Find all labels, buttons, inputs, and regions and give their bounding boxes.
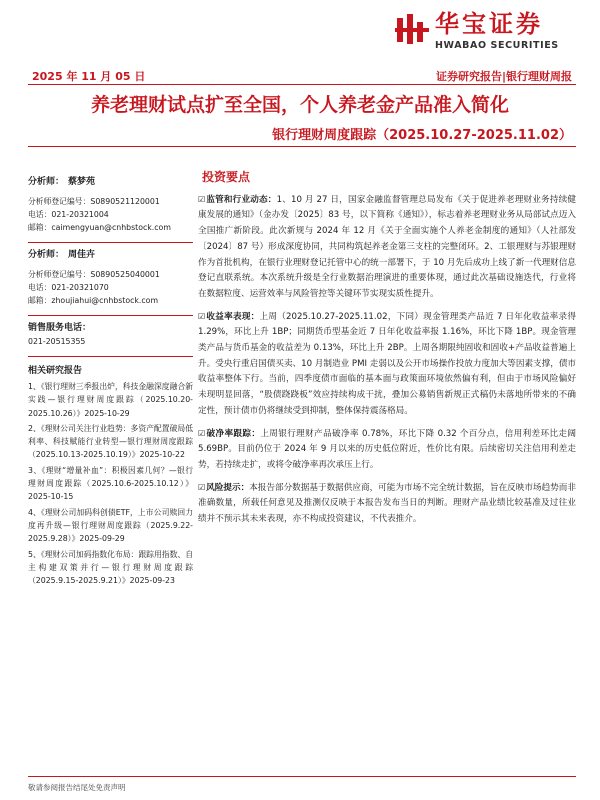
analyst-label: 分析师：	[28, 177, 65, 187]
key-points-section	[198, 170, 576, 528]
header-divider	[28, 84, 576, 85]
title-divider	[28, 146, 576, 147]
sales-phone: 021-20515355	[28, 337, 86, 346]
phone-number: 021-20321004	[51, 210, 109, 219]
checkbox-icon: ☑	[198, 428, 206, 438]
email-link[interactable]: caimengyuan@cnhbstock.com	[51, 223, 171, 232]
logo-text-en: HWABAO SECURITIES	[435, 40, 559, 51]
key-point-text: 上周银行理财产品破净率 0.78%，环比下降 0.32 个百分点，信用利差环比走阔 5.69BP。目前仍位于 2024 年 9 月以来的历史低位附近，性价比有限。后续密切关注信用利差走势，若持续走扩，或将令破净率再次承压上行。	[198, 428, 576, 470]
key-point-text: 1、10 月 27 日，国家金融监督管理总局发布《关于促进养老理财业务持续健康发展的通知》（金办发〔2025〕83 号，以下简称《通知》），标志着养老理财业务从局部试点迈入全国推广新阶段。此次新规与 2024 年 12 月《关于全面实施个人养老金制度的通知》（人社部发〔2024〕87 号）形成深度协同，共同构筑起养老金第三支柱的完整闭环。2、工银理财与苏银理财作为首批机构，在银行业理财登记托管中心的统一部署下，于 10 月先后成功上线了新一代理财信息登记直联系统。本次系统升级是全行业数据治理演进的重要体现，通过此次基础设施迭代，行业将在数据粒度、运营效率与风险管控等关键环节实现实质性提升。	[198, 194, 576, 299]
key-point-paragraph	[198, 480, 576, 528]
phone-label: 电话：	[28, 283, 52, 292]
cert-number: S0890521120001	[90, 197, 160, 206]
related-reports-heading: 相关研究报告	[28, 366, 83, 376]
footer-divider	[28, 776, 576, 777]
analyst-block	[28, 249, 193, 307]
analyst-divider	[28, 242, 193, 243]
key-point-paragraph	[198, 192, 576, 303]
email-label: 邮箱：	[28, 296, 52, 305]
related-report-item[interactable]: 1、《银行理财三季报出炉，科技金融深度融合新实践—银行理财周度跟踪（2025.10.20-2025.10.26）》2025-10-29	[28, 382, 193, 418]
logo-mark-icon	[395, 12, 429, 46]
key-points-heading: 投资要点	[202, 170, 251, 184]
key-point-lead: 破净率跟踪：	[206, 428, 261, 439]
report-date: 2025 年 11 月 05 日	[32, 70, 146, 83]
related-report-item[interactable]: 2、《理财公司关注行业趋势：多资产配置破局低利率、科技赋能行业转型—银行理财周度跟踪（2025.10.13-2025.10.19）》2025-10-22	[28, 423, 193, 460]
phone-number: 021-20321070	[51, 283, 109, 292]
footer-disclaimer: 敬请参阅报告结尾处免责声明	[28, 783, 126, 792]
key-point-paragraph	[198, 426, 576, 474]
key-point-paragraph	[198, 309, 576, 420]
related-report-item[interactable]: 4、《理财公司加码科创债ETF，上市公司赎回力度再升级—银行理财周度跟踪（2025.9.22-2025.9.28）》2025-09-29	[28, 507, 193, 544]
sales-label: 销售服务电话：	[28, 323, 92, 333]
report-title: 养老理财试点扩至全国，个人养老金产品准入简化	[90, 94, 509, 116]
checkbox-icon: ☑	[198, 311, 206, 321]
checkbox-icon: ☑	[198, 482, 206, 492]
analyst-divider	[28, 315, 193, 316]
key-point-text: 本报告部分数据基于数据供应商，可能为市场不完全统计数据，旨在反映市场趋势而非准确数量，所载任何意见及推测仅反映于本报告发布当日的判断。理财产品业绩比较基准及过往业绩并不预示其未来表现，亦不构成投资建议，不代表推介。	[198, 482, 576, 525]
analyst-name: 周佳卉	[68, 250, 96, 260]
left-sidebar	[28, 176, 193, 587]
email-link[interactable]: zhoujiahui@cnhbstock.com	[51, 296, 159, 305]
logo-text-cn: 华宝证券	[435, 10, 543, 38]
cert-label: 分析师登记编号：	[28, 270, 91, 279]
related-report-item[interactable]: 5、《理财公司加码指数化布局：跟踪用指数、自主构建双策并行—银行理财周度跟踪（2025.9.15-2025.9.21）》2025-09-23	[28, 549, 193, 586]
key-point-lead: 风险提示：	[206, 482, 250, 493]
report-type: 证券研究报告|银行理财周报	[435, 70, 572, 83]
cert-label: 分析师登记编号：	[28, 197, 91, 206]
key-point-lead: 监管和行业动态：	[206, 194, 277, 205]
related-report-item[interactable]: 3、《理财“增量补血”：积极因素几何？—银行理财周度跟踪（2025.10.6-2025.10.12）》2025-10-15	[28, 465, 193, 502]
key-point-text: 上周（2025.10.27-2025.11.02，下同）现金管理类产品近 7 日年化收益率录得 1.29%，环比上升 1BP；同期货币型基金近 7 日年化收益率报 1.16%，环比下降 1BP。现金管理类产品与货币基金的收益差为 0.13%，环比上升 2BP。上周各期限纯固收和固收+产品收益普遍上升。受央行重启国债买卖、10 月制造业 PMI 走弱以及公开市场操作投放力度加大等因素支撑，债市收益率整体下行。当前，四季度债市面临的基本面与政策面环境依然偏有利，但由于市场风险偏好未现明显回落，“股债跷跷板”效应持续构成干扰，叠加公募销售新规正式稿仍未落地所带来的不确定性，预计债市仍将继续受到抑制，整体保持震荡格局。	[198, 311, 577, 416]
email-label: 邮箱：	[28, 223, 52, 232]
cert-number: S0890525040001	[90, 270, 160, 279]
analyst-block	[28, 176, 193, 234]
checkbox-icon: ☑	[198, 194, 206, 204]
analyst-name: 蔡梦苑	[68, 177, 96, 187]
sales-divider	[28, 356, 193, 357]
phone-label: 电话：	[28, 210, 52, 219]
report-subtitle: 银行理财周度跟踪（2025.10.27-2025.11.02）	[272, 128, 572, 143]
company-logo	[395, 8, 575, 58]
analyst-label: 分析师：	[28, 250, 65, 260]
key-point-lead: 收益率表现：	[206, 311, 260, 322]
